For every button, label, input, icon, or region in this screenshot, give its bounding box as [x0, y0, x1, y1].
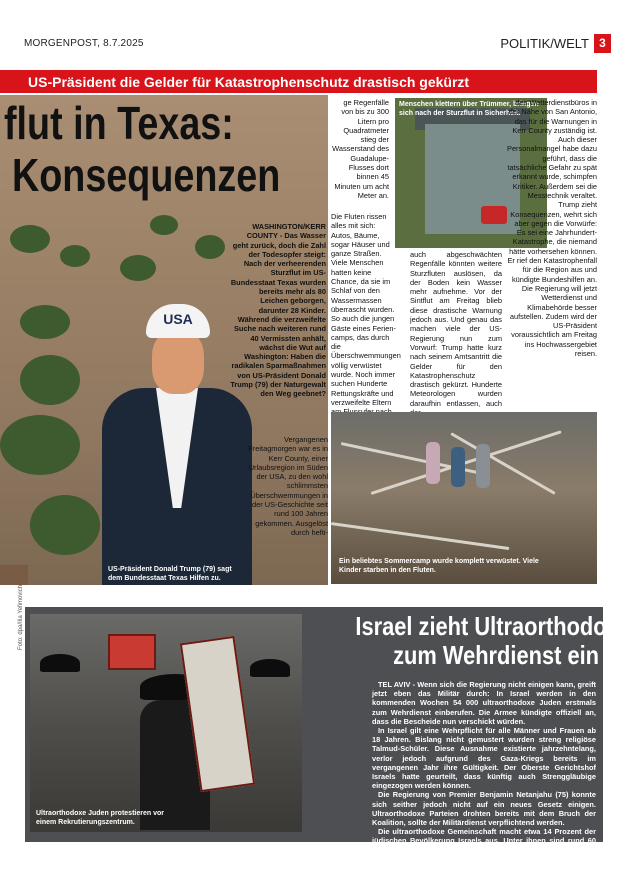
- person-shape: [451, 447, 465, 487]
- texas-body-col4: des Wetterdienstbüros in der Nähe von San Antonio, das für die Warnungen in Kerr County zuständig ist. Auch dieser Personalmangel habe dazu geführt, dass die tatsächliche Gefahr zu spät erkannt wurde, schimpfen Kritiker. Außerdem sei die Messtechnik veraltet. Trump zieht Konsequenzen, wehrt sich aber gegen die Vorwürfe: Es sei eine Jahrhundert-Katastrophe, die niemand hätte vorhersehen können. Er rief den Katastrophenfall für die Region aus und kündigte Bundeshilfen an. Die Regierung will jetzt Wetterdienst und Klimabehörde besser aufstellen. Zudem wird der US-Präsident voraussichtlich am Freitag ins Hochwassergebiet reisen.: [507, 98, 597, 359]
- kicker-bar: [0, 70, 597, 93]
- texas-body-col2-bottom: Die Fluten rissen alles mit sich: Autos, Bäume, sogar Häuser und ganze Straßen. Viele Menschen hatten keine Chance, da sie im Schlaf von den Wassermassen überrascht wurden. So auch die jungen Gäste eines Ferien-camps, das durch die Überschwemmungen völlig verwüstet wurde. Noch immer suchen Hunderte Rettungskräfte und verzweifelte Eltern: [331, 212, 401, 407]
- texas-headline-line1: flut in Texas:: [4, 97, 234, 149]
- caption-camp: Ein beliebtes Sommercamp wurde komplett verwüstet. Viele Kinder starben in den Fluten.: [339, 558, 539, 574]
- paper-date: MORGENPOST, 8.7.2025: [24, 38, 144, 49]
- kicker-text: US-Präsident die Gelder für Katastrophenschutz drastisch gekürzt: [28, 74, 470, 90]
- photo-protest: [30, 614, 302, 832]
- israel-body: [372, 680, 596, 864]
- caption-trump: US-Präsident Donald Trump (79) sagt dem Bundesstaat Texas Hilfen zu.: [108, 566, 232, 582]
- house-roof-shape: [0, 565, 28, 585]
- texas-body-col2-top: ge Regenfälle von bis zu 300 Litern pro Quadratmeter stieg der Wasserstand des Guadalupe-Flusses dort binnen 45 Minuten um acht Meter an.: [332, 98, 389, 200]
- debris-shape: [481, 206, 507, 224]
- tree-shape: [30, 495, 100, 555]
- tree-shape: [20, 355, 80, 405]
- face-shape: [152, 330, 204, 394]
- israel-headline: [355, 611, 631, 670]
- texas-body-col1: Vergangenen Freitagmorgen war es in Kerr County, einer Urlaubsregion im Süden der USA, zu den wohl schlimmsten Überschwemmungen in der US-Geschichte seit rund 100 Jahren gekommen. Ausgelöst durch hefti-: [248, 435, 328, 537]
- texas-headline-line2: Konsequenzen: [12, 149, 281, 201]
- tree-shape: [195, 235, 225, 259]
- israel-paragraph: Die ultraorthodoxe Gemeinschaft macht etwa 14 Prozent der jüdischen Bevölkerung Israels aus. Unter ihnen sind rund 60 000 junge Männer im wehrfähigen Alter. Viele von ihnen lehnen den Militärdienst aus religiösen Gründen ab.: [372, 827, 596, 864]
- usa-cap: USA: [146, 304, 210, 338]
- tree-shape: [0, 415, 80, 475]
- branch-shape: [331, 522, 509, 550]
- israel-paragraph: TEL AVIV - Wenn sich die Regierung nicht einigen kann, greift jetzt eben das Militär durch: In Israel werden in den kommenden Wochen 54 000 ultraorthodoxe Juden erstmals zum Wehrdienst einberufen. Die Armee kündigte offiziell an, dass die Bescheide nun verschickt würden.: [372, 680, 596, 726]
- texas-lede: WASHINGTON/KERR COUNTY - Das Wasser geht zurück, doch die Zahl der Todesopfer steigt: Nach der verheerenden Sturzflut im US-Bundesstaat Texas wurden bereits mehr als 80 Leichen geborgen, darunter 28 Kinder. Während die verzweifelte Suche nach weiteren rund 40 Vermissten anhält, wächst die Wut auf Washington: Haben die radikalen Sparmaßnahmen von US-Präsident Donald Trump (79) der Naturgewalt den Weg geebnet?: [230, 222, 326, 399]
- israel-paragraph: In Israel gilt eine Wehrpflicht für alle Männer und Frauen ab 18 Jahren. Bislang nicht gemustert wurden streng religiöse Talmud-Schüler. Diese Ausnahme existierte jahrzehntelang, verlor jedoch aufgrund des Gaza-Kriegs bereits im vergangenen Jahr ihre Gültigkeit. Der Oberste Gerichtshof Israels hatte geurteilt, dass künftig auch Strenggläubige eingezogen werden können.: [372, 726, 596, 791]
- israel-headline-line2: zum Wehrdienst ein: [393, 640, 599, 670]
- person-shape: [426, 442, 440, 484]
- masthead: [24, 36, 611, 54]
- tree-shape: [120, 255, 156, 281]
- tree-shape: [10, 225, 50, 253]
- hat-shape: [250, 659, 290, 677]
- tree-shape: [60, 245, 90, 267]
- israel-paragraph: Die Regierung von Premier Benjamin Netanjahu (75) konnte sich seither jedoch nicht auf ein neues Gesetz einigen. Ultraorthodoxe Parteien drohten bereits mit dem Bruch der Koalition, sollte der Militärdienst verpflichtend werden.: [372, 790, 596, 828]
- tree-shape: [20, 305, 70, 339]
- israel-headline-line1: Israel zieht Ultraorthodoxe: [355, 611, 631, 641]
- section-label: POLITIK/WELT: [500, 36, 589, 51]
- tree-shape: [150, 215, 178, 235]
- placard-shape: [108, 634, 156, 670]
- hat-shape: [40, 654, 80, 672]
- photo-camp-debris: [331, 412, 597, 584]
- photo-credit: Foto: dpa/Ilia Yefimovich: [18, 584, 24, 650]
- caption-protest: Ultraorthodoxe Juden protestieren vor einem Rekrutierungszentrum.: [36, 810, 164, 826]
- page-number-badge: 3: [594, 34, 611, 53]
- caption-climb: Menschen klettern über Trümmer, bringen sich nach der Sturzflut in Sicherheit.: [399, 101, 539, 117]
- person-shape: [476, 444, 490, 488]
- texas-body-col3: auch abgeschwächten Regenfälle könnten weitere Sturzfluten auslösen, da der Boden kein Wasser mehr aufnehme. Vor der Sintflut am Freitag blieb diese drastische Warnung jedoch aus. Und genau das machen viele der US-Regierung nun zum Vorwurf: Trump hatte kurz nach seinem Amtsantritt die Gelder für den Katastrophenschutz drastisch gekürzt. Hunderte Meteorologen wurden daraufhin entlassen, auch: [410, 250, 502, 408]
